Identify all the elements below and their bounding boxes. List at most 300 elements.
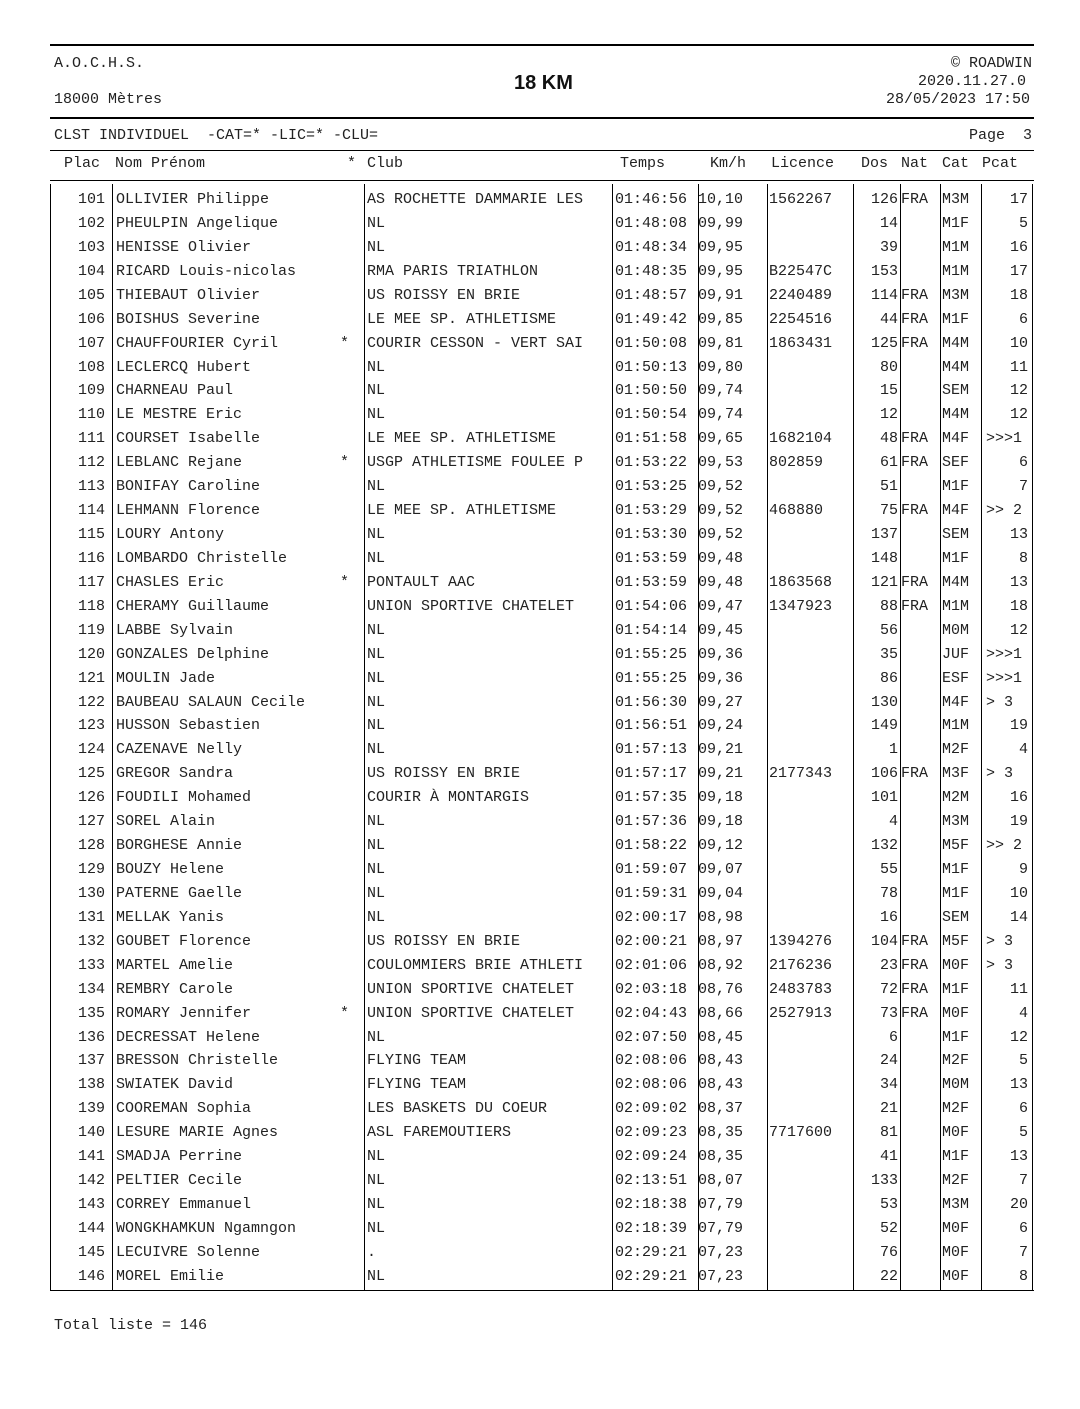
top-rule	[50, 44, 1034, 46]
cell-kmh: 09,18	[698, 789, 744, 807]
cell-nom: LABBE Sylvain	[116, 621, 234, 639]
cell-kmh: 10,10	[698, 191, 744, 208]
cell-nat	[901, 1073, 939, 1097]
cell-pcat: 10	[1009, 884, 1028, 902]
table-row	[50, 547, 1034, 571]
cell-temps: 01:57:35	[615, 789, 688, 807]
race-distance: 18000 Mètres	[54, 91, 163, 108]
cell-nom: BOISHUS Severine	[116, 310, 261, 328]
cell-plac: 128	[77, 837, 105, 855]
col-plac: Plac	[64, 155, 101, 172]
cell-star	[340, 1049, 354, 1073]
cell-club: UNION SPORTIVE CHATELET	[367, 597, 575, 615]
cell-cat: ESF	[942, 669, 970, 687]
table-row	[50, 1073, 1034, 1097]
cell-kmh: 08,45	[698, 1028, 744, 1046]
cell-dos: 149	[870, 717, 898, 735]
cell-temps: 01:48:08	[615, 214, 688, 232]
cell-club: NL	[367, 645, 386, 663]
cell-nat	[901, 786, 939, 810]
cell-nat: FRA	[901, 430, 929, 448]
cell-licence: 1863431	[769, 334, 833, 352]
cell-licence	[769, 475, 851, 499]
cell-plac: 113	[77, 478, 105, 496]
cell-club: COULOMMIERS BRIE ATHLETI	[367, 956, 584, 974]
cell-club: NL	[367, 406, 386, 424]
cell-nat	[901, 1241, 939, 1265]
cell-club: COURIR CESSON - VERT SAI	[367, 334, 584, 352]
cell-nat: FRA	[901, 310, 929, 328]
cell-nom: CHARNEAU Paul	[116, 382, 234, 400]
cell-temps: 01:56:51	[615, 717, 688, 735]
cell-licence	[769, 858, 851, 882]
cell-plac: 114	[77, 502, 105, 520]
cell-dos: 76	[879, 1243, 898, 1261]
cell-licence: 2527913	[769, 1004, 833, 1022]
cell-star	[340, 667, 354, 691]
cell-star	[340, 427, 354, 451]
print-datetime: 28/05/2023 17:50	[885, 91, 1030, 108]
cell-nat	[901, 643, 939, 667]
cell-nat: FRA	[901, 334, 929, 352]
cell-licence	[769, 882, 851, 906]
cell-star: *	[340, 454, 350, 472]
cell-club: NL	[367, 741, 386, 759]
cell-kmh: 09,36	[698, 669, 744, 687]
cell-cat: M5F	[942, 932, 970, 950]
cell-nom: MOREL Emilie	[116, 1267, 225, 1285]
copyright: © ROADWIN	[950, 55, 1032, 72]
cell-pcat: 13	[1009, 1148, 1028, 1166]
table-row	[50, 188, 1034, 212]
cell-star: *	[340, 573, 350, 591]
cell-pcat: 6	[1018, 310, 1028, 328]
cell-plac: 103	[77, 238, 105, 256]
cell-licence	[769, 786, 851, 810]
cell-club: US ROISSY EN BRIE	[367, 765, 521, 783]
cell-nom: LESURE MARIE Agnes	[116, 1124, 279, 1142]
table-row	[50, 356, 1034, 380]
cell-cat: M0F	[942, 1124, 970, 1142]
table-row	[50, 930, 1034, 954]
cell-plac: 106	[77, 310, 105, 328]
cell-dos: 130	[870, 693, 898, 711]
cell-nom: GONZALES Delphine	[116, 645, 270, 663]
cell-kmh: 09,18	[698, 813, 744, 831]
cell-star	[340, 188, 354, 212]
cell-kmh: 09,85	[698, 310, 744, 328]
cell-kmh: 07,23	[698, 1243, 744, 1261]
cell-licence	[769, 738, 851, 762]
cell-kmh: 09,95	[698, 238, 744, 256]
cell-nom: RICARD Louis-nicolas	[116, 262, 297, 280]
cell-temps: 01:53:59	[615, 549, 688, 567]
cell-nat	[901, 738, 939, 762]
table-row	[50, 691, 1034, 715]
cell-temps: 01:55:25	[615, 645, 688, 663]
cell-plac: 130	[77, 884, 105, 902]
cell-cat: M5F	[942, 837, 970, 855]
cell-cat: SEM	[942, 526, 970, 544]
cell-plac: 138	[77, 1076, 105, 1094]
cell-nat: FRA	[901, 932, 929, 950]
cell-cat: M4M	[942, 573, 970, 591]
cell-plac: 111	[77, 430, 105, 448]
cell-club: AS ROCHETTE DAMMARIE LES	[367, 191, 584, 208]
cell-pcat: > 3	[986, 956, 1014, 974]
table-row	[50, 499, 1034, 523]
table-row	[50, 308, 1034, 332]
cell-nom: LE MESTRE Eric	[116, 406, 243, 424]
cell-licence: 1347923	[769, 597, 833, 615]
table-row	[50, 1049, 1034, 1073]
cell-kmh: 08,35	[698, 1124, 744, 1142]
cell-star	[340, 308, 354, 332]
cell-kmh: 09,81	[698, 334, 744, 352]
cell-licence	[769, 691, 851, 715]
cell-nat	[901, 1121, 939, 1145]
table-row	[50, 1097, 1034, 1121]
cell-nom: PHEULPIN Angelique	[116, 214, 279, 232]
cell-club: UNION SPORTIVE CHATELET	[367, 1004, 575, 1022]
cell-dos: 148	[870, 549, 898, 567]
cell-nom: PATERNE Gaelle	[116, 884, 243, 902]
cell-dos: 41	[879, 1148, 898, 1166]
cell-nat	[901, 1049, 939, 1073]
cell-cat: M2F	[942, 741, 970, 759]
cell-temps: 02:01:06	[615, 956, 688, 974]
cell-licence: 2254516	[769, 310, 833, 328]
table-row	[50, 619, 1034, 643]
cell-temps: 01:56:30	[615, 693, 688, 711]
cell-star	[340, 212, 354, 236]
cell-plac: 136	[77, 1028, 105, 1046]
cell-temps: 02:09:02	[615, 1100, 688, 1118]
cell-cat: M2M	[942, 789, 970, 807]
cell-club: NL	[367, 549, 386, 567]
cell-cat: SEF	[942, 454, 970, 472]
cell-nat: FRA	[901, 980, 929, 998]
cell-plac: 135	[77, 1004, 105, 1022]
cell-club: .	[367, 1243, 377, 1261]
cell-plac: 110	[77, 406, 105, 424]
cell-club: US ROISSY EN BRIE	[367, 286, 521, 304]
table-row	[50, 1193, 1034, 1217]
cell-plac: 137	[77, 1052, 105, 1070]
cell-kmh: 09,12	[698, 837, 744, 855]
cell-nat	[901, 882, 939, 906]
cell-nat	[901, 212, 939, 236]
cell-temps: 01:54:06	[615, 597, 688, 615]
cell-club: NL	[367, 693, 386, 711]
cell-pcat: 5	[1018, 214, 1028, 232]
cell-cat: M1M	[942, 597, 970, 615]
cell-kmh: 09,48	[698, 573, 744, 591]
cell-nom: PELTIER Cecile	[116, 1172, 243, 1190]
cell-licence	[769, 1145, 851, 1169]
cell-star	[340, 738, 354, 762]
cell-cat: M3M	[942, 191, 970, 208]
table-row	[50, 762, 1034, 786]
cell-cat: M1F	[942, 980, 970, 998]
cell-cat: M3F	[942, 765, 970, 783]
cell-kmh: 09,45	[698, 621, 744, 639]
table-row	[50, 714, 1034, 738]
cell-star	[340, 930, 354, 954]
cell-kmh: 09,04	[698, 884, 744, 902]
cell-cat: M0F	[942, 1219, 970, 1237]
cell-dos: 126	[870, 191, 898, 208]
cell-club: NL	[367, 837, 386, 855]
cell-nat	[901, 714, 939, 738]
cell-dos: 48	[879, 430, 898, 448]
table-row	[50, 1145, 1034, 1169]
cell-nat	[901, 523, 939, 547]
cell-pcat: 12	[1009, 621, 1028, 639]
cell-plac: 101	[77, 191, 105, 208]
cell-dos: 88	[879, 597, 898, 615]
cell-dos: 132	[870, 837, 898, 855]
cell-pcat: 12	[1009, 406, 1028, 424]
cell-nat	[901, 475, 939, 499]
table-row	[50, 595, 1034, 619]
page-title: 18 KM	[514, 72, 573, 94]
cell-licence	[769, 1073, 851, 1097]
cell-plac: 112	[77, 454, 105, 472]
cell-kmh: 09,95	[698, 262, 744, 280]
cell-nom: GOUBET Florence	[116, 932, 252, 950]
cell-kmh: 07,79	[698, 1196, 744, 1214]
cell-star	[340, 1217, 354, 1241]
cell-club: NL	[367, 358, 386, 376]
cell-dos: 16	[879, 908, 898, 926]
col-temps: Temps	[620, 155, 666, 172]
cell-pcat: 11	[1009, 358, 1028, 376]
cell-licence	[769, 1026, 851, 1050]
cell-nat	[901, 858, 939, 882]
cell-nat: FRA	[901, 1004, 929, 1022]
cell-dos: 86	[879, 669, 898, 687]
cell-kmh: 08,66	[698, 1004, 744, 1022]
cell-club: NL	[367, 1028, 386, 1046]
cell-nom: LEHMANN Florence	[116, 502, 261, 520]
cell-kmh: 09,21	[698, 741, 744, 759]
cell-plac: 142	[77, 1172, 105, 1190]
cell-nat	[901, 1169, 939, 1193]
table-row	[50, 882, 1034, 906]
cell-plac: 121	[77, 669, 105, 687]
cell-dos: 39	[879, 238, 898, 256]
cell-club: RMA PARIS TRIATHLON	[367, 262, 539, 280]
cell-plac: 134	[77, 980, 105, 998]
cell-temps: 02:00:21	[615, 932, 688, 950]
cell-pcat: 7	[1018, 478, 1028, 496]
cell-nom: HENISSE Olivier	[116, 238, 252, 256]
cell-pcat: 5	[1018, 1124, 1028, 1142]
cell-licence	[769, 1217, 851, 1241]
cell-nom: BONIFAY Caroline	[116, 478, 261, 496]
cell-dos: 78	[879, 884, 898, 902]
cell-temps: 01:53:30	[615, 526, 688, 544]
cell-plac: 109	[77, 382, 105, 400]
table-row	[50, 978, 1034, 1002]
cell-licence	[769, 523, 851, 547]
cell-kmh: 07,79	[698, 1219, 744, 1237]
cell-licence: 2176236	[769, 956, 833, 974]
cell-licence	[769, 547, 851, 571]
col-nom: Nom Prénom	[115, 155, 206, 172]
cell-star	[340, 714, 354, 738]
cell-pcat: 20	[1009, 1196, 1028, 1214]
cell-licence	[769, 212, 851, 236]
cell-club: LE MEE SP. ATHLETISME	[367, 502, 557, 520]
cell-club: NL	[367, 1172, 386, 1190]
cell-club: NL	[367, 1148, 386, 1166]
cell-star	[340, 643, 354, 667]
cell-nom: THIEBAUT Olivier	[116, 286, 261, 304]
cell-pcat: 14	[1009, 908, 1028, 926]
cell-club: NL	[367, 1267, 386, 1285]
table-row	[50, 332, 1034, 356]
cell-plac: 107	[77, 334, 105, 352]
cell-nat	[901, 619, 939, 643]
cell-dos: 75	[879, 502, 898, 520]
cell-dos: 12	[879, 406, 898, 424]
cell-cat: M3M	[942, 1196, 970, 1214]
cell-kmh: 08,43	[698, 1052, 744, 1070]
cell-temps: 01:57:36	[615, 813, 688, 831]
cell-dos: 21	[879, 1100, 898, 1118]
cell-pcat: 13	[1009, 526, 1028, 544]
cell-cat: M1M	[942, 717, 970, 735]
cell-temps: 01:58:22	[615, 837, 688, 855]
cell-nat: FRA	[901, 191, 929, 208]
cell-star	[340, 1169, 354, 1193]
cell-plac: 145	[77, 1243, 105, 1261]
cell-plac: 144	[77, 1219, 105, 1237]
page-number: Page 3	[968, 127, 1032, 144]
cell-licence: 1394276	[769, 932, 833, 950]
cell-nat	[901, 1026, 939, 1050]
cell-dos: 114	[870, 286, 898, 304]
cell-club: FLYING TEAM	[367, 1076, 467, 1094]
table-row	[50, 523, 1034, 547]
cell-temps: 02:09:24	[615, 1148, 688, 1166]
cell-plac: 119	[77, 621, 105, 639]
cell-nat: FRA	[901, 956, 929, 974]
table-row	[50, 427, 1034, 451]
table-row	[50, 643, 1034, 667]
cell-cat: M4M	[942, 358, 970, 376]
cell-nom: BORGHESE Annie	[116, 837, 243, 855]
cell-licence: B22547C	[769, 262, 833, 280]
cell-temps: 02:29:21	[615, 1243, 688, 1261]
cell-nom: CORREY Emmanuel	[116, 1196, 252, 1214]
cell-plac: 108	[77, 358, 105, 376]
header-rule	[50, 117, 1034, 119]
cell-dos: 6	[888, 1028, 898, 1046]
cell-dos: 1	[888, 741, 898, 759]
cell-cat: M3M	[942, 813, 970, 831]
cell-dos: 15	[879, 382, 898, 400]
cell-plac: 125	[77, 765, 105, 783]
cell-club: NL	[367, 1196, 386, 1214]
cell-licence: 7717600	[769, 1124, 833, 1142]
cell-plac: 146	[77, 1267, 105, 1285]
cell-plac: 122	[77, 693, 105, 711]
cell-licence	[769, 667, 851, 691]
cell-nat	[901, 403, 939, 427]
cell-cat: M4F	[942, 430, 970, 448]
cell-nom: CHERAMY Guillaume	[116, 597, 270, 615]
cell-star	[340, 236, 354, 260]
cell-nom: SMADJA Perrine	[116, 1148, 243, 1166]
cell-nat	[901, 1217, 939, 1241]
cell-kmh: 09,48	[698, 549, 744, 567]
cell-plac: 102	[77, 214, 105, 232]
cell-cat: M0F	[942, 956, 970, 974]
col-star: *	[347, 155, 357, 172]
cell-pcat: 18	[1009, 597, 1028, 615]
cell-dos: 53	[879, 1196, 898, 1214]
cell-temps: 01:57:13	[615, 741, 688, 759]
cell-plac: 117	[77, 573, 105, 591]
cell-nom: CAZENAVE Nelly	[116, 741, 243, 759]
cell-temps: 01:53:22	[615, 454, 688, 472]
cell-club: US ROISSY EN BRIE	[367, 932, 521, 950]
cell-temps: 01:49:42	[615, 310, 688, 328]
table-row	[50, 236, 1034, 260]
cell-club: PONTAULT AAC	[367, 573, 476, 591]
cell-nom: LEBLANC Rejane	[116, 454, 243, 472]
cell-pcat: >> 2	[986, 837, 1023, 855]
cell-dos: 73	[879, 1004, 898, 1022]
cell-kmh: 08,07	[698, 1172, 744, 1190]
cell-dos: 44	[879, 310, 898, 328]
cell-club: ASL FAREMOUTIERS	[367, 1124, 512, 1142]
cell-pcat: >>>1	[986, 430, 1023, 448]
cell-club: NL	[367, 238, 386, 256]
cell-nat	[901, 1145, 939, 1169]
cell-dos: 23	[879, 956, 898, 974]
cell-pcat: 13	[1009, 1076, 1028, 1094]
cell-pcat: >> 2	[986, 502, 1023, 520]
cell-club: NL	[367, 1219, 386, 1237]
cell-dos: 101	[870, 789, 898, 807]
cell-temps: 01:53:59	[615, 573, 688, 591]
cell-cat: M1F	[942, 549, 970, 567]
cell-club: NL	[367, 478, 386, 496]
col-cat: Cat	[942, 155, 970, 172]
cell-dos: 35	[879, 645, 898, 663]
table-row	[50, 810, 1034, 834]
cell-plac: 116	[77, 549, 105, 567]
cell-temps: 02:03:18	[615, 980, 688, 998]
cell-dos: 14	[879, 214, 898, 232]
cell-pcat: > 3	[986, 932, 1014, 950]
table-row	[50, 571, 1034, 595]
cell-cat: M1F	[942, 214, 970, 232]
cell-star	[340, 356, 354, 380]
cell-plac: 131	[77, 908, 105, 926]
cell-temps: 01:54:14	[615, 621, 688, 639]
cell-cat: M2F	[942, 1052, 970, 1070]
cell-dos: 22	[879, 1267, 898, 1285]
cell-licence	[769, 1241, 851, 1265]
cell-kmh: 08,37	[698, 1100, 744, 1118]
cell-nat	[901, 906, 939, 930]
cell-temps: 01:50:54	[615, 406, 688, 424]
